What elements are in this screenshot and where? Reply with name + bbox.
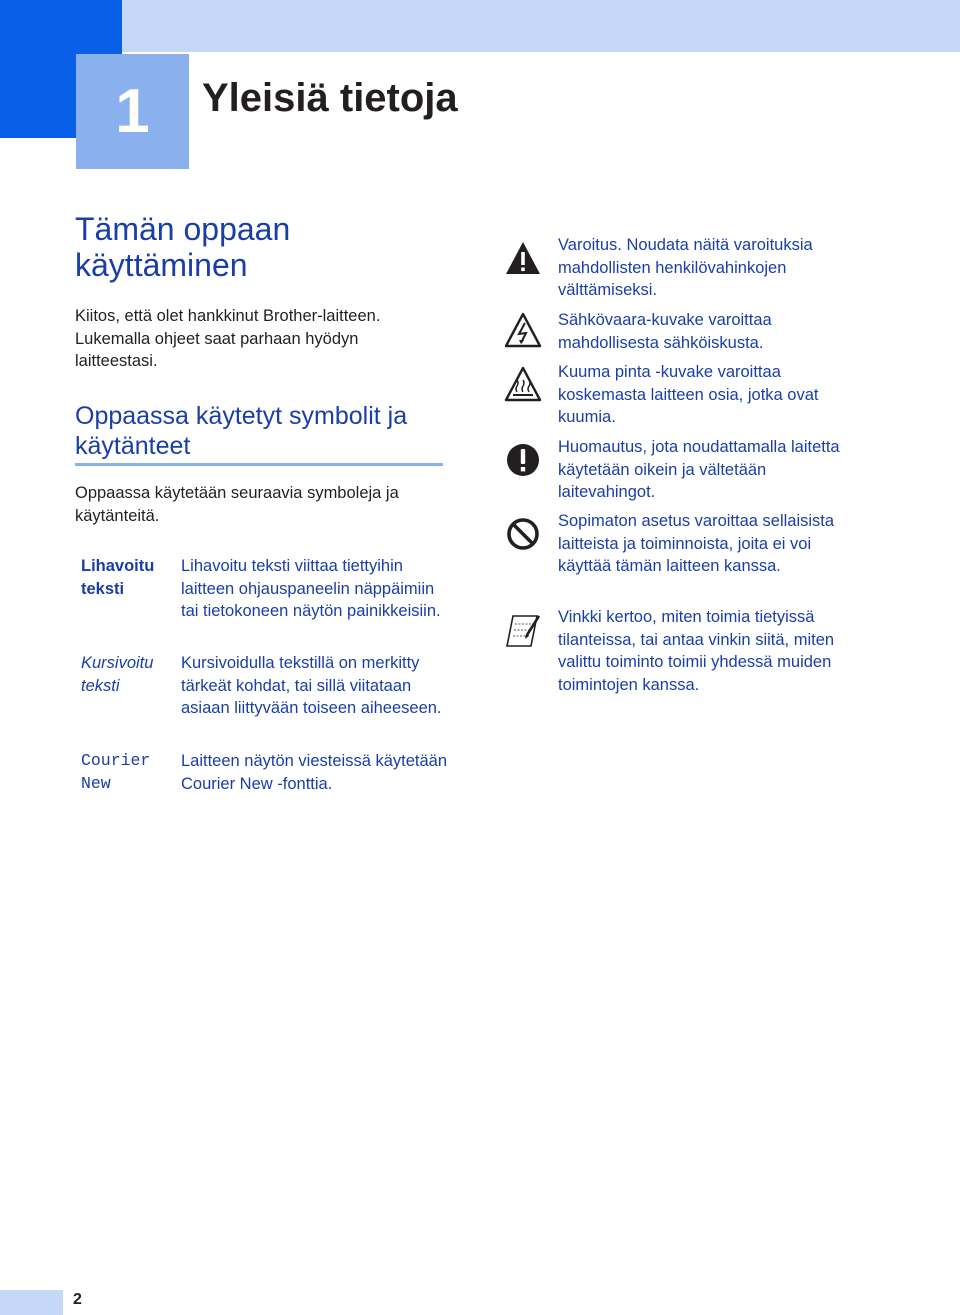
warning-text: Varoitus. Noudata näitä varoituksia mahdollisten henkilövahinkojen välttämiseksi.	[558, 236, 813, 299]
convention-desc-bold: Lihavoitu teksti viittaa tiettyihin laitteen ohjauspaneelin näppäimiin tai tietokoneen näytön painikkeisiin.	[181, 557, 441, 620]
section-heading: Tämän oppaan käyttäminen	[75, 211, 291, 283]
intro-paragraph: Kiitos, että olet hankkinut Brother-laitteen. Lukemalla ohjeet saat parhaan hyödyn laitteestasi.	[75, 307, 381, 370]
hot-surface-text: Kuuma pinta -kuvake varoittaa koskemasta laitteen osia, jotka ovat kuumia.	[558, 363, 819, 426]
header-accent-bar	[122, 0, 960, 52]
caution-text: Huomautus, jota noudattamalla laitetta käytetään oikein ja vältetään laitevahingot.	[558, 438, 840, 501]
subsection-intro: Oppaassa käytetään seuraavia symboleja ja käytänteitä.	[75, 484, 399, 525]
caution-icon	[504, 442, 542, 478]
page-number: 2	[73, 1291, 82, 1308]
chapter-number-box: 1	[76, 54, 189, 169]
warning-icon	[504, 240, 542, 276]
convention-term-bold: Lihavoitu teksti	[81, 557, 155, 598]
page-number-tab	[0, 1290, 63, 1315]
heading-underline	[75, 463, 443, 466]
electrical-hazard-icon	[504, 312, 542, 348]
chapter-title: Yleisiä tietoja	[202, 76, 458, 120]
subsection-heading: Oppaassa käytetyt symbolit ja käytänteet	[75, 402, 408, 460]
convention-term-courier: Courier New	[81, 751, 151, 793]
hot-surface-icon	[504, 366, 542, 402]
convention-desc-courier: Laitteen näytön viesteissä käytetään Courier New -fonttia.	[181, 752, 448, 793]
convention-desc-italic: Kursivoidulla tekstillä on merkitty tärkeät kohdat, tai sillä viitataan asiaan liittyvään toiseen aiheeseen.	[181, 654, 442, 717]
note-icon	[504, 610, 542, 650]
prohibited-text: Sopimaton asetus varoittaa sellaisista laitteista ja toiminnoista, joita ei voi käyttää tämän laitteen kanssa.	[558, 512, 835, 575]
prohibited-icon	[504, 516, 542, 552]
electrical-hazard-text: Sähkövaara-kuvake varoittaa mahdollisesta sähköiskusta.	[558, 311, 772, 352]
note-text: Vinkki kertoo, miten toimia tietyissä tilanteissa, tai antaa vinkin siitä, miten valittu toiminto toimii yhdessä muiden toimintojen kanssa.	[558, 608, 835, 694]
convention-term-italic: Kursivoitu teksti	[81, 654, 154, 695]
